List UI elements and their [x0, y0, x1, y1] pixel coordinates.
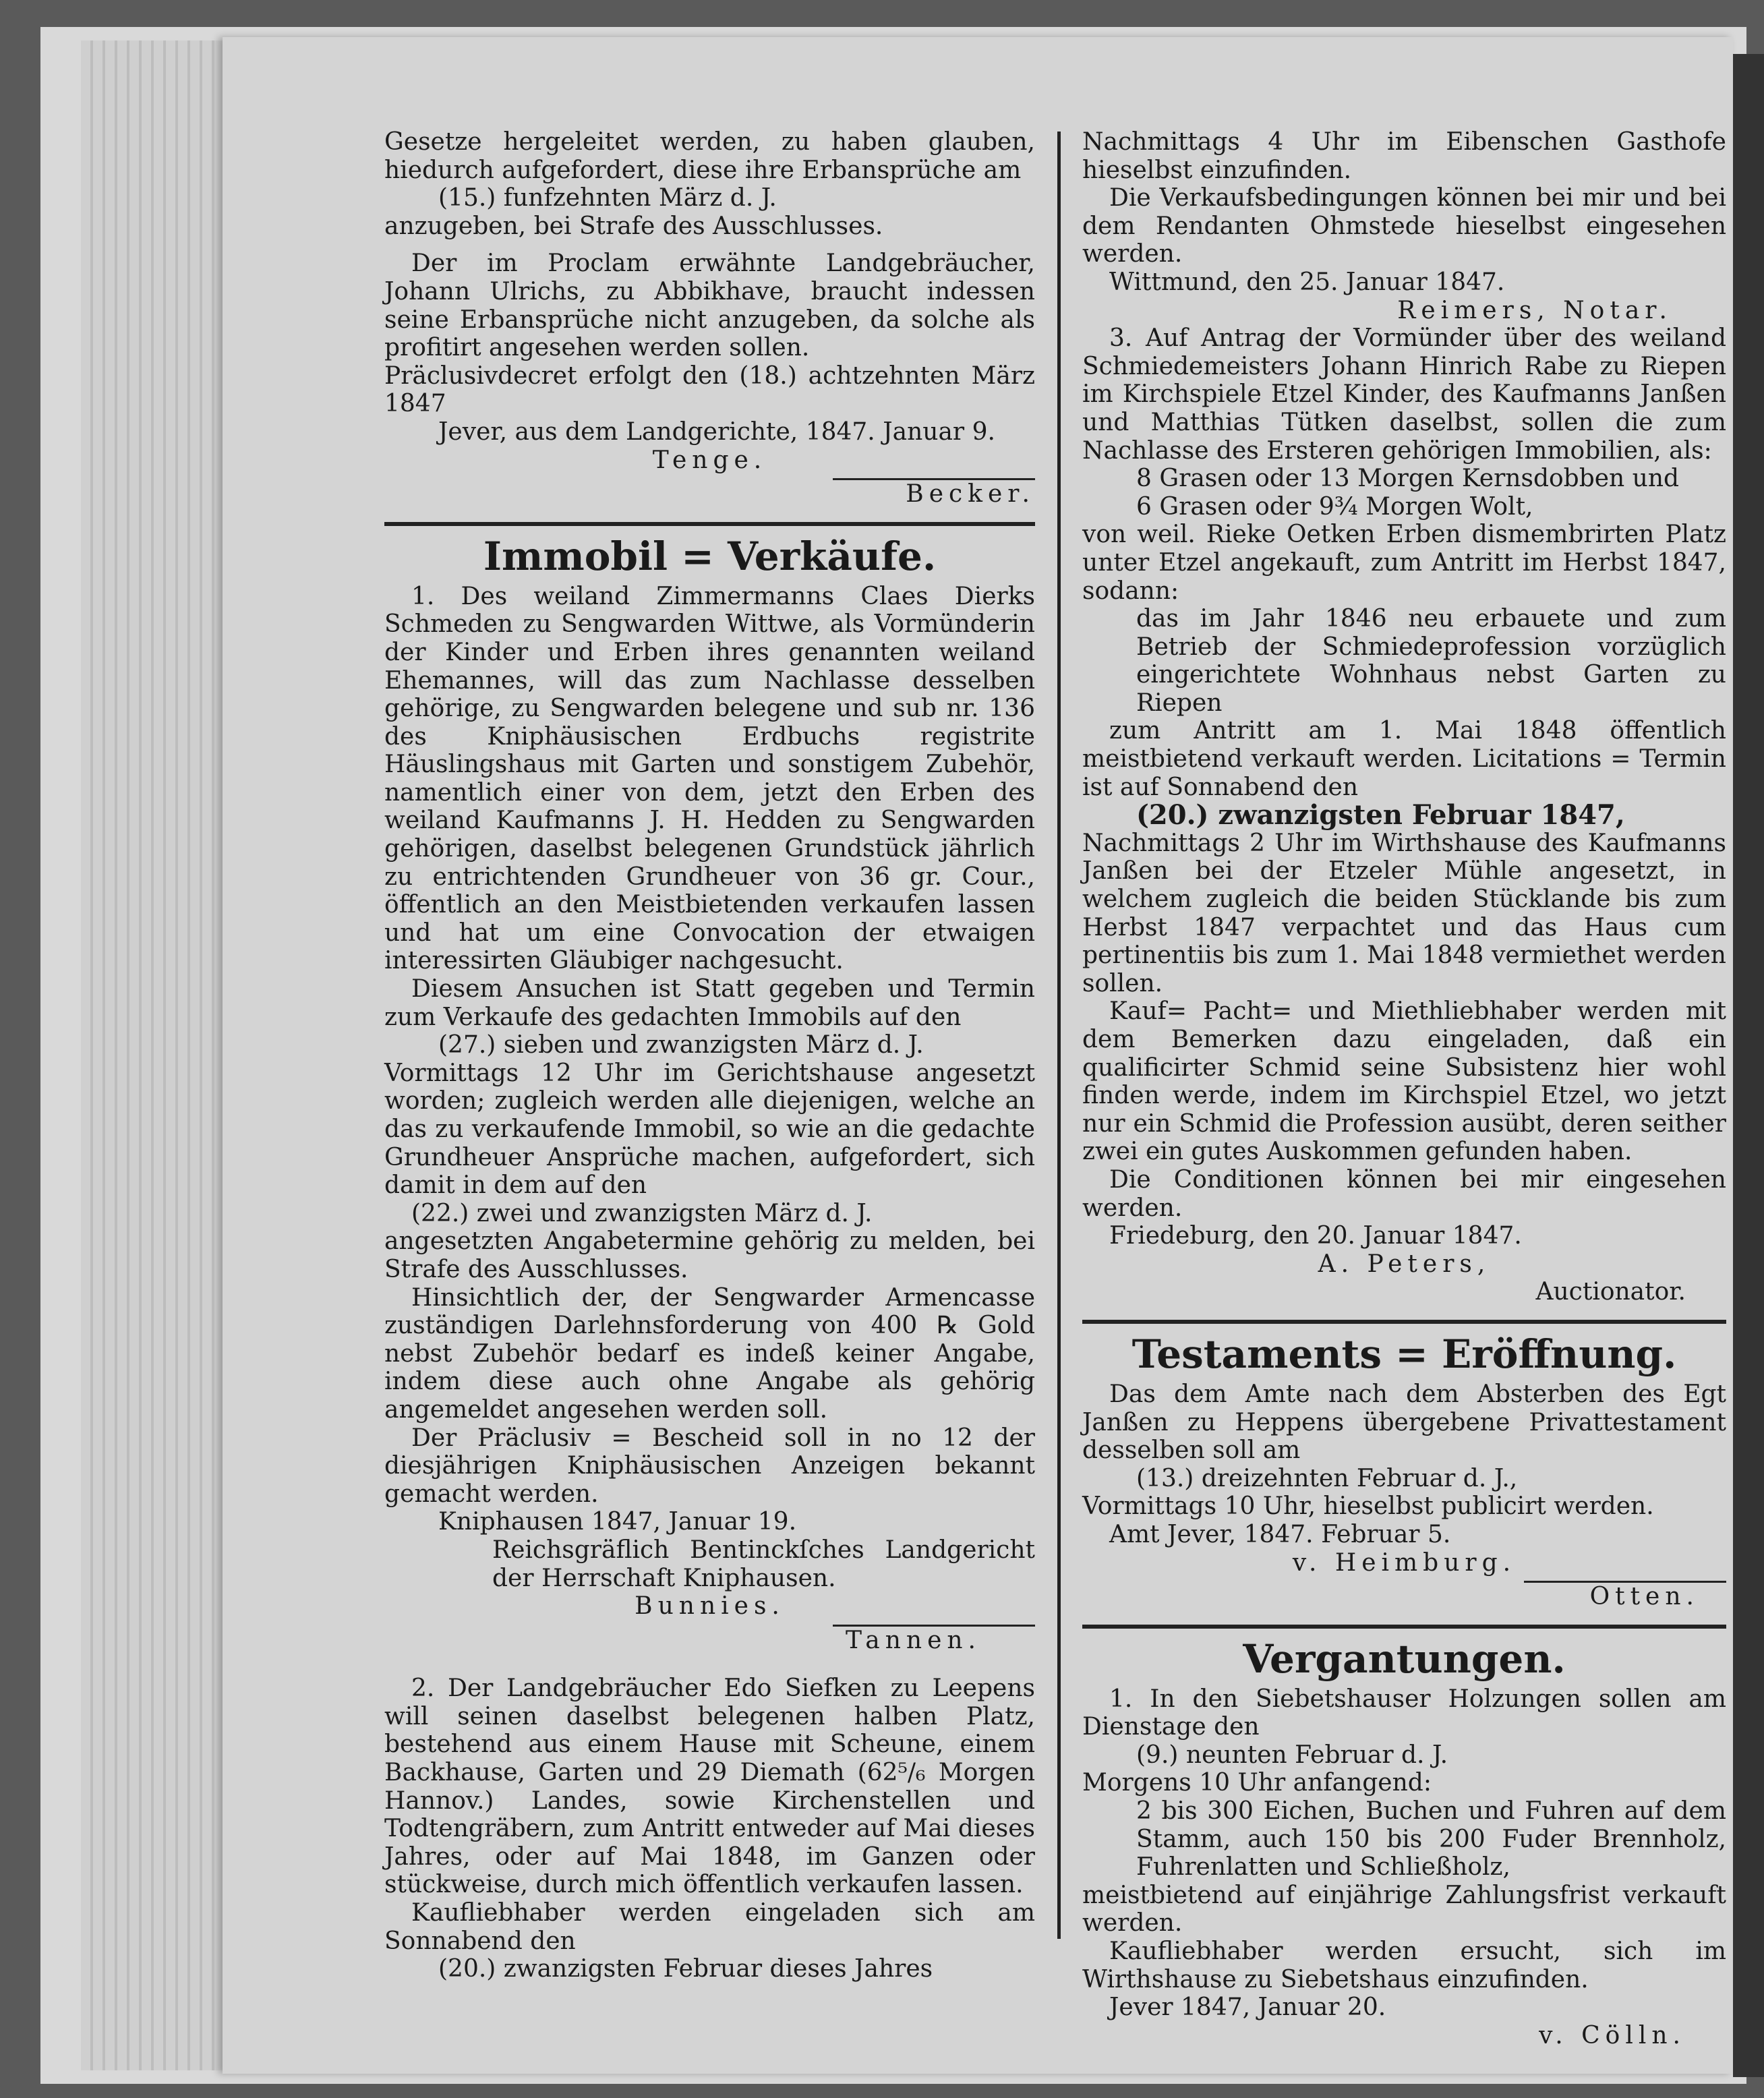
- text-paragraph: Kaufliebhaber werden ersucht, sich im Wirthshause zu Siebetshaus einzufinden.: [1082, 1937, 1726, 1993]
- place-date-line: Jever, aus dem Landgerichte, 1847. Januar 9.: [438, 417, 995, 446]
- book-spine-edge: [1733, 54, 1764, 2077]
- section-heading: Immobil = Verkäufe.: [483, 533, 937, 579]
- section-rule: [384, 522, 1035, 526]
- text-paragraph: Der im Proclam erwähnte Landgebräucher, Johann Ulrichs, zu Abbikhave, braucht indessen seine Erbansprüche nicht anzugeben, da solche als profitirt angesehen werden sollen.: [384, 250, 1035, 362]
- text-paragraph: angesetzten Angabetermine gehörig zu melden, bei Strafe des Ausschlusses.: [384, 1227, 1035, 1283]
- list-item: 6 Grasen oder 9¾ Morgen Wolt,: [1136, 492, 1533, 521]
- text-paragraph: 1. Des weiland Zimmermanns Claes Dierks Schmeden zu Sengwarden Wittwe, als Vormünderin der Kinder und Erben ihres genannten weiland Ehemannes, will das zum Nachlasse desselben gehörige, zu Sengwarden belegene und sub nr. 136 des Kniphäusischen Erdbuchs registrite Häuslingshaus mit Garten und sonstigem Zubehör, namentlich einer von dem, jetzt den Erben des weiland Kaufmanns J. H. Hedden zu Sengwarden gehörigen, daselbst belegenen Grundstück jährlich zu entrichtenden Grundheuer von 36 gr. Cour., öffentlich an den Meistbietenden verkaufen lassen und hat um eine Convocation der etwaigen interessirten Gläubiger nachgesucht.: [384, 582, 1035, 975]
- section-rule: [1082, 1625, 1726, 1629]
- section-heading: Testaments = Eröffnung.: [1131, 1331, 1677, 1377]
- place-date-line: Friedeburg, den 20. Januar 1847.: [1109, 1222, 1522, 1250]
- list-item: 2 bis 300 Eichen, Buchen und Fuhren auf dem Stamm, auch 150 bis 200 Fuder Brennholz, Fuhrenlatten und Schließholz,: [1136, 1797, 1726, 1882]
- page-edges: [81, 40, 229, 2070]
- text-paragraph: 2. Der Landgebräucher Edo Siefken zu Leepens will seinen daselbst belegenen halben Platz, bestehend aus einem Hause mit Scheune, einem Backhause, Garten und 29 Diemath (62⁵/₆ Morgen Hannov.) Landes, sowie Kirchenstellen und Todtengräbern, zum Antritt entweder auf Mai dieses Jahres, oder auf Mai 1848, im Ganzen oder stückweise, durch mich öffentlich verkaufen lassen.: [384, 1674, 1035, 1899]
- signature: v. Heimburg.: [1292, 1548, 1517, 1577]
- signature: Tenge.: [652, 446, 767, 474]
- text-paragraph: Präclusivdecret erfolgt den (18.) achtzehnten März 1847: [384, 361, 1035, 418]
- signature: Tannen.: [846, 1626, 981, 1654]
- text-paragraph: 1. In den Siebetshauser Holzungen sollen am Dienstage den: [1082, 1685, 1726, 1741]
- date-line: (22.) zwei und zwanzigsten März d. J.: [411, 1199, 873, 1227]
- text-paragraph: Morgens 10 Uhr anfangend:: [1082, 1769, 1432, 1797]
- text-paragraph: Das dem Amte nach dem Absterben des Egt Janßen zu Heppens übergebene Privattestament desselben soll am: [1082, 1380, 1726, 1465]
- left-column: [384, 128, 1035, 1983]
- text-paragraph: von weil. Rieke Oetken Erben dismembrirten Platz unter Etzel angekauft, zum Antritt im Herbst 1847, sodann:: [1082, 521, 1726, 605]
- text-paragraph: Nachmittags 2 Uhr im Wirthshause des Kaufmanns Janßen bei der Etzeler Mühle angesetzt, in welchem zugleich die beiden Stücklande bis zum Herbst 1847 verpachtet und das Haus cum pertinentiis bis zum 1. Mai 1848 vermiethet werden sollen.: [1082, 829, 1726, 997]
- right-column: [1082, 128, 1726, 2049]
- text-paragraph: Gesetze hergeleitet werden, zu haben glauben, hiedurch aufgefordert, diese ihre Erbansprüche am: [384, 128, 1035, 184]
- date-line: (13.) dreizehnten Februar d. J.,: [1136, 1464, 1518, 1492]
- text-paragraph: Die Verkaufsbedingungen können bei mir und bei dem Rendanten Ohmstede hieselbst eingesehen werden.: [1082, 184, 1726, 268]
- date-line: (20.) zwanzigsten Februar dieses Jahres: [438, 1955, 933, 1983]
- text-paragraph: Diesem Ansuchen ist Statt gegeben und Termin zum Verkaufe des gedachten Immobils auf den: [384, 975, 1035, 1031]
- text-paragraph: meistbietend auf einjährige Zahlungsfrist verkauft werden.: [1082, 1881, 1726, 1937]
- list-item: das im Jahr 1846 neu erbauete und zum Betrieb der Schmiedeprofession vorzüglich eingerichtete Wohnhaus nebst Garten zu Riepen: [1136, 605, 1726, 717]
- text-paragraph: 3. Auf Antrag der Vormünder über des weiland Schmiedemeisters Johann Hinrich Rabe zu Riepen im Kirchspiele Etzel Kinder, des Kaufmanns Janßen und Matthias Tütken daselbst, sollen die zum Nachlasse des Ersteren gehörigen Immobilien, als:: [1082, 324, 1726, 465]
- signature: A. Peters,: [1318, 1250, 1491, 1278]
- place-date-line: Jever 1847, Januar 20.: [1109, 1993, 1386, 2022]
- column-divider: [1057, 132, 1061, 1939]
- text-paragraph: Kauf= Pacht= und Miethliebhaber werden mit dem Bemerken dazu eingeladen, daß ein qualificirter Schmid seine Subsistenz hier wohl finden werde, indem im Kirchspiel Etzel, wo jetzt nur ein Schmid die Profession ausübt, deren seither zwei ein gutes Auskommen gefunden haben.: [1082, 997, 1726, 1166]
- signature: Becker.: [906, 480, 1035, 508]
- place-date-line: Amt Jever, 1847. Februar 5.: [1109, 1520, 1451, 1548]
- text-paragraph: anzugeben, bei Strafe des Ausschlusses.: [384, 212, 883, 240]
- date-line: (9.) neunten Februar d. J.: [1136, 1741, 1448, 1769]
- section-heading: Vergantungen.: [1243, 1635, 1566, 1682]
- place-date-line: Kniphausen 1847, Januar 19.: [438, 1508, 797, 1536]
- date-line: (20.) zwanzigsten Februar 1847,: [1136, 799, 1625, 832]
- text-paragraph: Kaufliebhaber werden eingeladen sich am Sonnabend den: [384, 1899, 1035, 1955]
- date-line: (27.) sieben und zwanzigsten März d. J.: [438, 1031, 924, 1059]
- signature: v. Cölln.: [1539, 2021, 1686, 2049]
- place-date-line: Wittmund, den 25. Januar 1847.: [1109, 268, 1505, 296]
- date-line: (15.) funfzehnten März d. J.: [438, 184, 777, 212]
- section-rule: [1082, 1320, 1726, 1324]
- text-paragraph: Der Präclusiv = Bescheid soll in no 12 der diesjährigen Kniphäusischen Anzeigen bekannt gemacht werden.: [384, 1424, 1035, 1508]
- text-paragraph: zum Antritt am 1. Mai 1848 öffentlich meistbietend verkauft werden. Licitations = Termin ist auf Sonnabend den: [1082, 717, 1726, 801]
- court-name: Reichsgräflich Bentinckſches Landgericht der Herrschaft Kniphausen.: [492, 1536, 1035, 1592]
- signature: Reimers, Notar.: [1397, 296, 1672, 324]
- list-item: 8 Grasen oder 13 Morgen Kernsdobben und: [1136, 465, 1680, 493]
- text-paragraph: Vormittags 10 Uhr, hieselbst publicirt werden.: [1082, 1492, 1654, 1521]
- signature: Otten.: [1589, 1583, 1699, 1611]
- text-paragraph: Hinsichtlich der, der Sengwarder Armencasse zuständigen Darlehnsforderung von 400 ℞ Gold nebst Zubehör bedarf es indeß keiner Angabe, indem diese auch ohne Angabe als gehörig angemeldet angesehen werden soll.: [384, 1283, 1035, 1424]
- signature: Auctionator.: [1535, 1278, 1686, 1306]
- text-paragraph: Nachmittags 4 Uhr im Eibenschen Gasthofe hieselbst einzufinden.: [1082, 128, 1726, 184]
- text-paragraph: Die Conditionen können bei mir eingesehen werden.: [1082, 1165, 1726, 1222]
- text-paragraph: Vormittags 12 Uhr im Gerichtshause angesetzt worden; zugleich werden alle diejenigen, welche an das zu verkaufende Immobil, so wie an die gedachte Grundheuer Ansprüche machen, aufgefordert, sich damit in dem auf den: [384, 1059, 1035, 1200]
- signature: Bunnies.: [635, 1592, 785, 1621]
